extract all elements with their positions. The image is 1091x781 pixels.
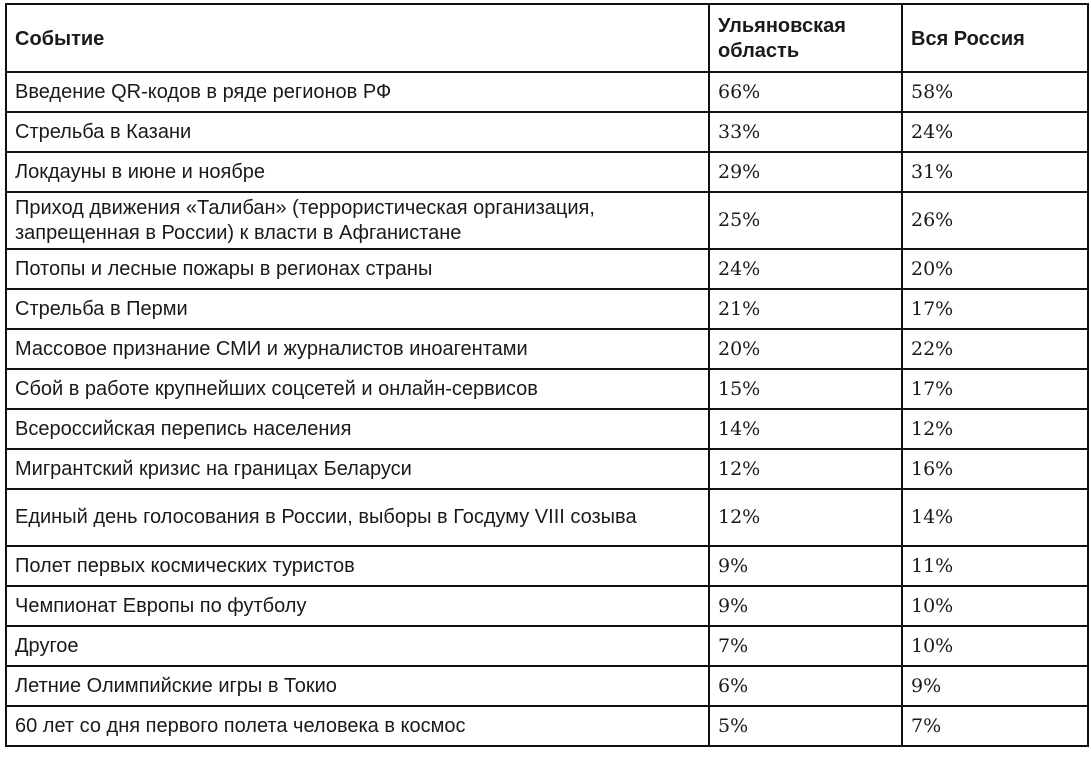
table-row (6, 72, 1088, 112)
cell-russia: 20% (902, 249, 1088, 289)
cell-russia: 58% (902, 72, 1088, 112)
cell-russia: 10% (902, 586, 1088, 626)
table-body (6, 72, 1088, 746)
cell-event: Единый день голосования в России, выборы в Госдуму VIII созыва (6, 489, 709, 546)
cell-region: 66% (709, 72, 902, 112)
cell-region: 12% (709, 489, 902, 546)
cell-region: 33% (709, 112, 902, 152)
cell-event: 60 лет со дня первого полета человека в космос (6, 706, 709, 746)
cell-region: 25% (709, 192, 902, 249)
cell-event: Массовое признание СМИ и журналистов иноагентами (6, 329, 709, 369)
cell-russia: 22% (902, 329, 1088, 369)
cell-russia: 10% (902, 626, 1088, 666)
header-row (6, 4, 1088, 72)
cell-region: 20% (709, 329, 902, 369)
table-row (6, 706, 1088, 746)
table-row (6, 449, 1088, 489)
cell-russia: 31% (902, 152, 1088, 192)
table-row (6, 586, 1088, 626)
cell-event: Стрельба в Казани (6, 112, 709, 152)
table-row (6, 409, 1088, 449)
table-row (6, 289, 1088, 329)
cell-region: 21% (709, 289, 902, 329)
table-header (6, 4, 1088, 72)
table-row (6, 489, 1088, 546)
table-row (6, 666, 1088, 706)
cell-russia: 16% (902, 449, 1088, 489)
cell-russia: 7% (902, 706, 1088, 746)
header-russia: Вся Россия (902, 4, 1088, 72)
cell-region: 6% (709, 666, 902, 706)
cell-russia: 17% (902, 369, 1088, 409)
cell-region: 7% (709, 626, 902, 666)
table-row (6, 546, 1088, 586)
cell-event: Чемпионат Европы по футболу (6, 586, 709, 626)
table-row (6, 192, 1088, 249)
cell-russia: 9% (902, 666, 1088, 706)
cell-event: Полет первых космических туристов (6, 546, 709, 586)
cell-region: 9% (709, 586, 902, 626)
cell-russia: 12% (902, 409, 1088, 449)
cell-region: 14% (709, 409, 902, 449)
header-region: Ульяновская область (709, 4, 902, 72)
table-row (6, 112, 1088, 152)
header-event: Событие (6, 4, 709, 72)
cell-event: Другое (6, 626, 709, 666)
cell-region: 5% (709, 706, 902, 746)
cell-event: Стрельба в Перми (6, 289, 709, 329)
cell-event: Введение QR-кодов в ряде регионов РФ (6, 72, 709, 112)
cell-event: Приход движения «Талибан» (террористическая организация, запрещенная в России) к власти в Афганистане (6, 192, 709, 249)
cell-region: 24% (709, 249, 902, 289)
table-row (6, 329, 1088, 369)
cell-event: Мигрантский кризис на границах Беларуси (6, 449, 709, 489)
cell-event: Локдауны в июне и ноябре (6, 152, 709, 192)
cell-russia: 11% (902, 546, 1088, 586)
cell-russia: 14% (902, 489, 1088, 546)
cell-event: Всероссийская перепись населения (6, 409, 709, 449)
table-row (6, 152, 1088, 192)
cell-event: Потопы и лесные пожары в регионах страны (6, 249, 709, 289)
cell-russia: 26% (902, 192, 1088, 249)
cell-region: 9% (709, 546, 902, 586)
cell-russia: 17% (902, 289, 1088, 329)
table-row (6, 626, 1088, 666)
cell-region: 15% (709, 369, 902, 409)
cell-event: Сбой в работе крупнейших соцсетей и онлайн-сервисов (6, 369, 709, 409)
events-table (5, 3, 1089, 747)
table-row (6, 369, 1088, 409)
cell-event: Летние Олимпийские игры в Токио (6, 666, 709, 706)
table-row (6, 249, 1088, 289)
cell-russia: 24% (902, 112, 1088, 152)
cell-region: 29% (709, 152, 902, 192)
cell-region: 12% (709, 449, 902, 489)
